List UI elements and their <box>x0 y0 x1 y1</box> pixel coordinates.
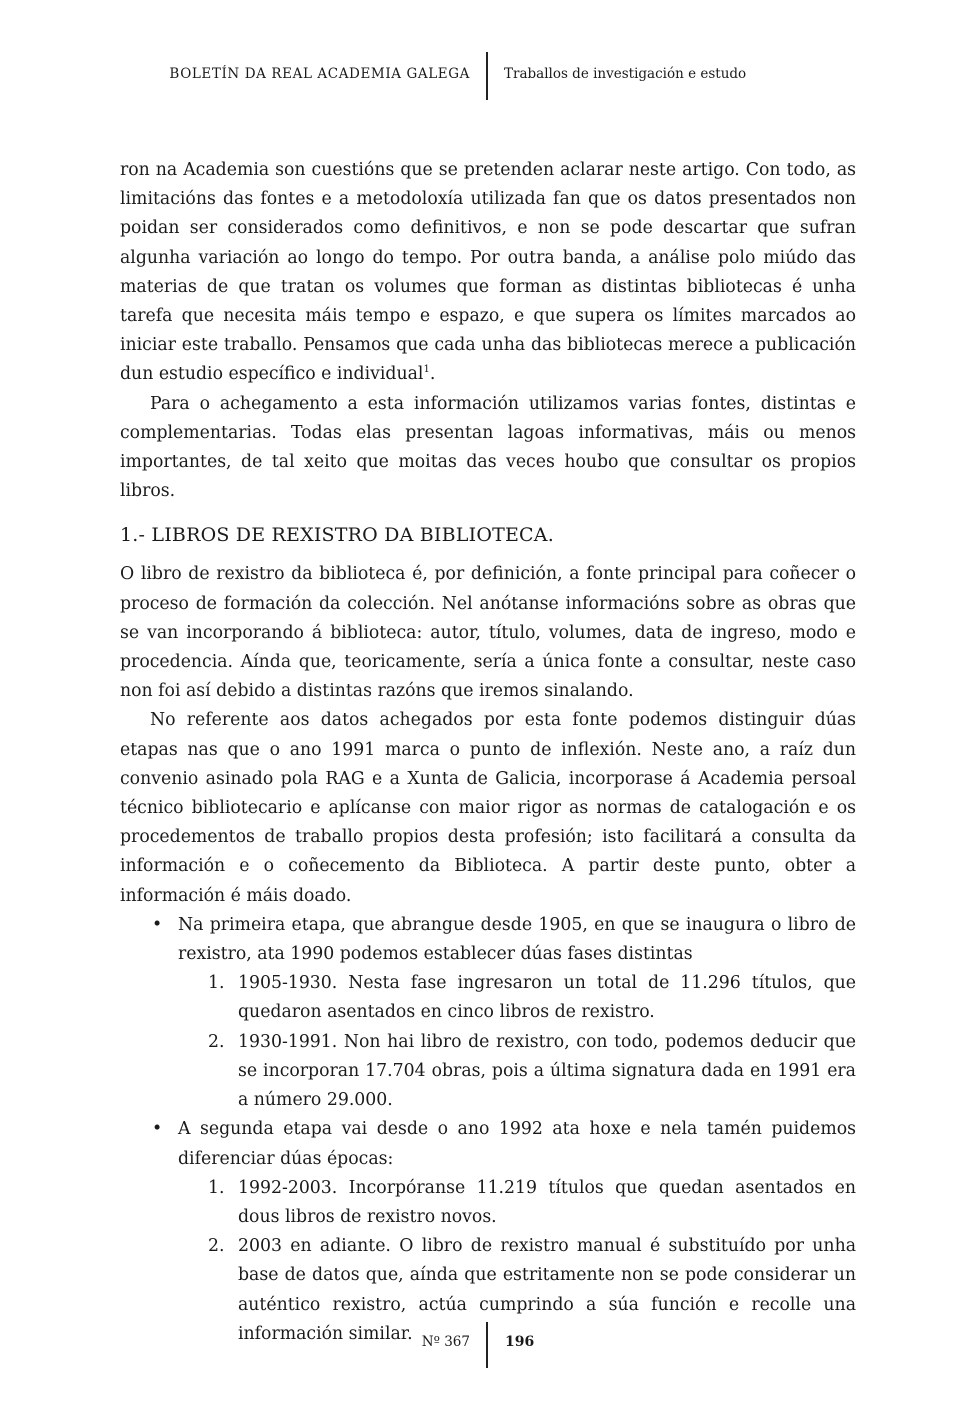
numbered-item <box>178 1028 856 1116</box>
bullet-item <box>120 911 856 1115</box>
numbered-item <box>178 969 856 1027</box>
bullet-symbol: • <box>152 914 163 935</box>
issue-number: Nº 367 <box>421 1334 470 1350</box>
item-number: 1. <box>208 1177 225 1198</box>
item-text: 1930-1991. Non hai libro de rexistro, con todo, podemos deducir que se incorporan 17.704 obras, pois a última signatura dada en 1991 era a número 29.000. <box>238 1031 856 1111</box>
item-text: 2003 en adiante. O libro de rexistro manual é substituído por unha base de datos que, aínda que estritamente non se pode considerar un auténtico rexistro, actúa cumprindo a súa función e recolle una información similar. <box>238 1236 856 1344</box>
paragraph-end: . <box>429 364 436 385</box>
item-number: 2. <box>208 1236 225 1257</box>
header-divider <box>486 52 488 100</box>
article-body <box>120 156 856 1349</box>
paragraph-text: ron na Academia son cuestións que se pretenden aclarar neste artigo. Con todo, as limitacións das fontes e a metodoloxía utilizada fan que os datos presentados non poidan ser considerados como definitivos, e non se pode descartar que sufran algunha variación ao longo do tempo. Por outra banda, a análise polo miúdo das materias de que tratan os volumes que forman as distintas bibliotecas é unha tarefa que necesita máis tempo e espazo, e que supera os límites marcados ao iniciar este traballo. Pensamos que cada unha das bibliotecas merece a publicación dun estudio específico e individual <box>120 160 856 385</box>
running-header <box>0 52 975 100</box>
section-title: Traballos de investigación e estudo <box>504 66 747 82</box>
page-number: 196 <box>505 1334 535 1350</box>
paragraph: No referente aos datos achegados por esta fonte podemos distinguir dúas etapas nas que o ano 1991 marca o punto de inflexión. Neste ano, a raíz dun convenio asinado pola RAG e a Xunta de Galicia, incorporase á Academia persoal técnico bibliotecario e aplícanse con maior rigor as normas de catalogación e os procedementos de traballo propios desta profesión; isto facilitará a consulta da información e o coñecemento da Biblioteca. A partir deste punto, obter a información é máis doado. <box>120 710 856 906</box>
numbered-list <box>178 969 856 1115</box>
footer-divider <box>486 1322 488 1368</box>
journal-title: BOLETÍN DA REAL ACADEMIA GALEGA <box>169 66 470 82</box>
footnote-ref: 1 <box>423 364 430 376</box>
item-text: 1992-2003. Incorpóranse 11.219 títulos que quedan asentados en dous libros de rexistro novos. <box>238 1177 856 1227</box>
item-number: 2. <box>208 1031 225 1052</box>
bullet-text: Na primeira etapa, que abrangue desde 1905, en que se inaugura o libro de rexistro, ata 1990 podemos establecer dúas fases distintas <box>178 914 856 965</box>
numbered-item <box>178 1174 856 1232</box>
bullet-text: A segunda etapa vai desde o ano 1992 ata hoxe e nela tamén puidemos diferenciar dúas épocas: <box>178 1119 856 1169</box>
bullet-list <box>120 911 856 1349</box>
bullet-symbol: • <box>152 1119 163 1140</box>
paragraph: O libro de rexistro da biblioteca é, por definición, a fonte principal para coñecer o proceso de formación da colección. Nel anótanse informacións sobre as obras que se van incorporando á biblioteca: autor, título, volumes, data de ingreso, modo e procedencia. Aínda que, teoricamente, sería a única fonte a consultar, neste caso non foi así debido a distintas razóns que iremos sinalando. <box>120 564 856 702</box>
item-number: 1. <box>208 973 225 994</box>
section-heading: 1.- LIBROS DE REXISTRO DA BIBLIOTECA. <box>120 524 554 547</box>
paragraph: Para o achegamento a esta información utilizamos varias fontes, distintas e complementarias. Todas elas presentan lagoas informativas, máis ou menos importantes, de tal xeito que moitas das veces houbo que consultar os propios libros. <box>120 393 856 502</box>
running-footer <box>0 1322 975 1368</box>
paragraph <box>120 156 856 390</box>
item-text: 1905-1930. Nesta fase ingresaron un total de 11.296 títulos, que quedaron asentados en cinco libros de rexistro. <box>238 973 856 1023</box>
bullet-item <box>120 1115 856 1349</box>
